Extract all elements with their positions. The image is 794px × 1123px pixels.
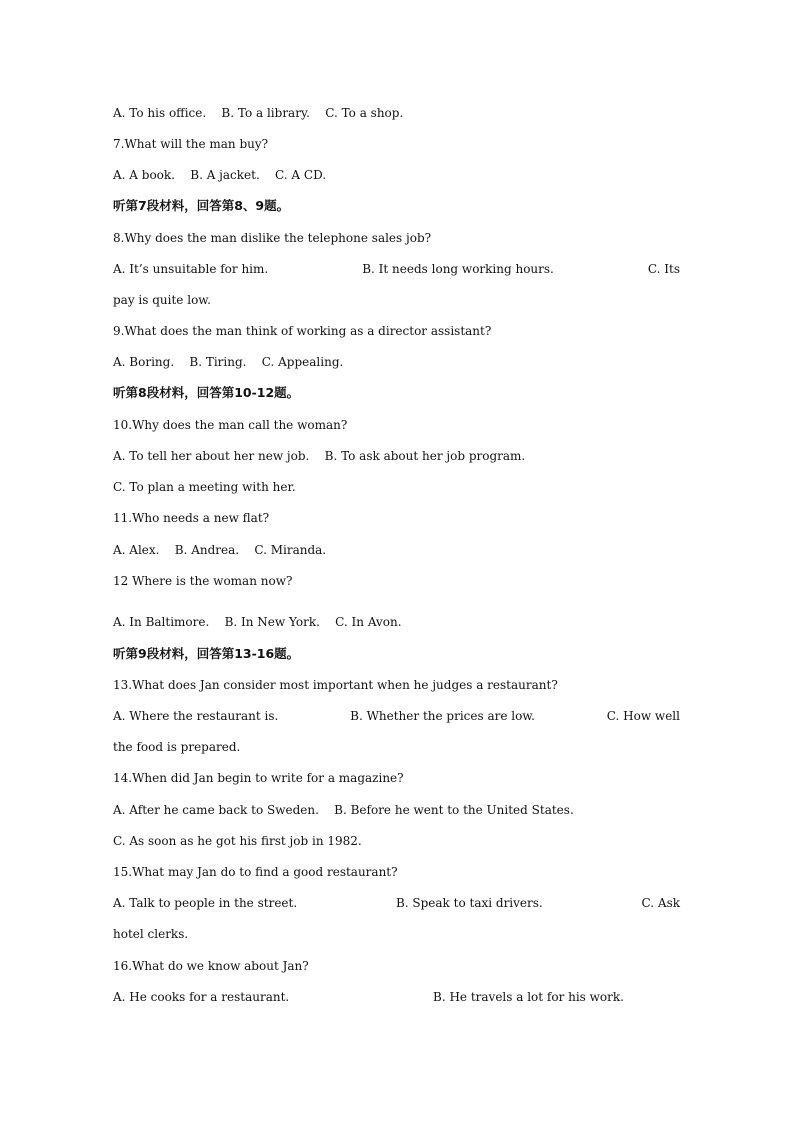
question-14: 14.When did Jan begin to write for a magazine? <box>113 771 404 785</box>
q16-options-row <box>113 989 680 1005</box>
q13-option-a: A. Where the restaurant is. <box>113 709 279 723</box>
q14-options-ab: A. After he came back to Sweden. B. Before he went to the United States. <box>113 803 574 817</box>
q8-option-a: A. It’s unsuitable for him. <box>113 262 269 276</box>
question-16: 16.What do we know about Jan? <box>113 959 309 973</box>
q15-option-c: C. Ask <box>641 896 680 910</box>
q12-options: A. In Baltimore. B. In New York. C. In Avon. <box>113 615 402 629</box>
question-11: 11.Who needs a new flat? <box>113 511 270 525</box>
q13-option-b: B. Whether the prices are low. <box>350 709 535 723</box>
q14-option-c: C. As soon as he got his first job in 1982. <box>113 834 362 848</box>
q16-option-a: A. He cooks for a restaurant. <box>113 990 290 1004</box>
q8-option-b: B. It needs long working hours. <box>362 262 554 276</box>
question-10: 10.Why does the man call the woman? <box>113 418 348 432</box>
q13-options-row <box>113 708 680 724</box>
section-heading-9: 听第9段材料，回答第13-16题。 <box>113 646 300 661</box>
q7-options: A. A book. B. A jacket. C. A CD. <box>113 168 327 182</box>
q8-option-c-continued: pay is quite low. <box>113 293 211 307</box>
question-15: 15.What may Jan do to find a good restaurant? <box>113 865 398 879</box>
q15-option-b: B. Speak to taxi drivers. <box>395 896 543 910</box>
q8-options-row <box>113 261 680 277</box>
q8-option-c: C. Its <box>647 262 680 276</box>
q15-options-row <box>113 895 680 911</box>
q15-option-a: A. Talk to people in the street. <box>113 896 298 910</box>
q10-options-ab: A. To tell her about her new job. B. To ask about her job program. <box>113 449 526 463</box>
q11-options: A. Alex. B. Andrea. C. Miranda. <box>113 543 327 557</box>
q13-option-c: C. How well <box>606 709 680 723</box>
question-13: 13.What does Jan consider most important when he judges a restaurant? <box>113 678 558 692</box>
section-heading-7: 听第7段材料，回答第8、9题。 <box>113 198 290 213</box>
q9-options: A. Boring. B. Tiring. C. Appealing. <box>113 355 344 369</box>
question-9: 9.What does the man think of working as a director assistant? <box>113 324 492 338</box>
q15-option-c-continued: hotel clerks. <box>113 927 189 941</box>
question-8: 8.Why does the man dislike the telephone sales job? <box>113 231 432 245</box>
section-heading-8: 听第8段材料，回答第10-12题。 <box>113 385 300 400</box>
question-7: 7.What will the man buy? <box>113 137 269 151</box>
q16-option-b: B. He travels a lot for his work. <box>433 990 624 1004</box>
question-12: 12 Where is the woman now? <box>113 574 293 588</box>
q13-option-c-continued: the food is prepared. <box>113 740 241 754</box>
q6-options: A. To his office. B. To a library. C. To a shop. <box>113 106 404 120</box>
q10-option-c: C. To plan a meeting with her. <box>113 480 296 494</box>
